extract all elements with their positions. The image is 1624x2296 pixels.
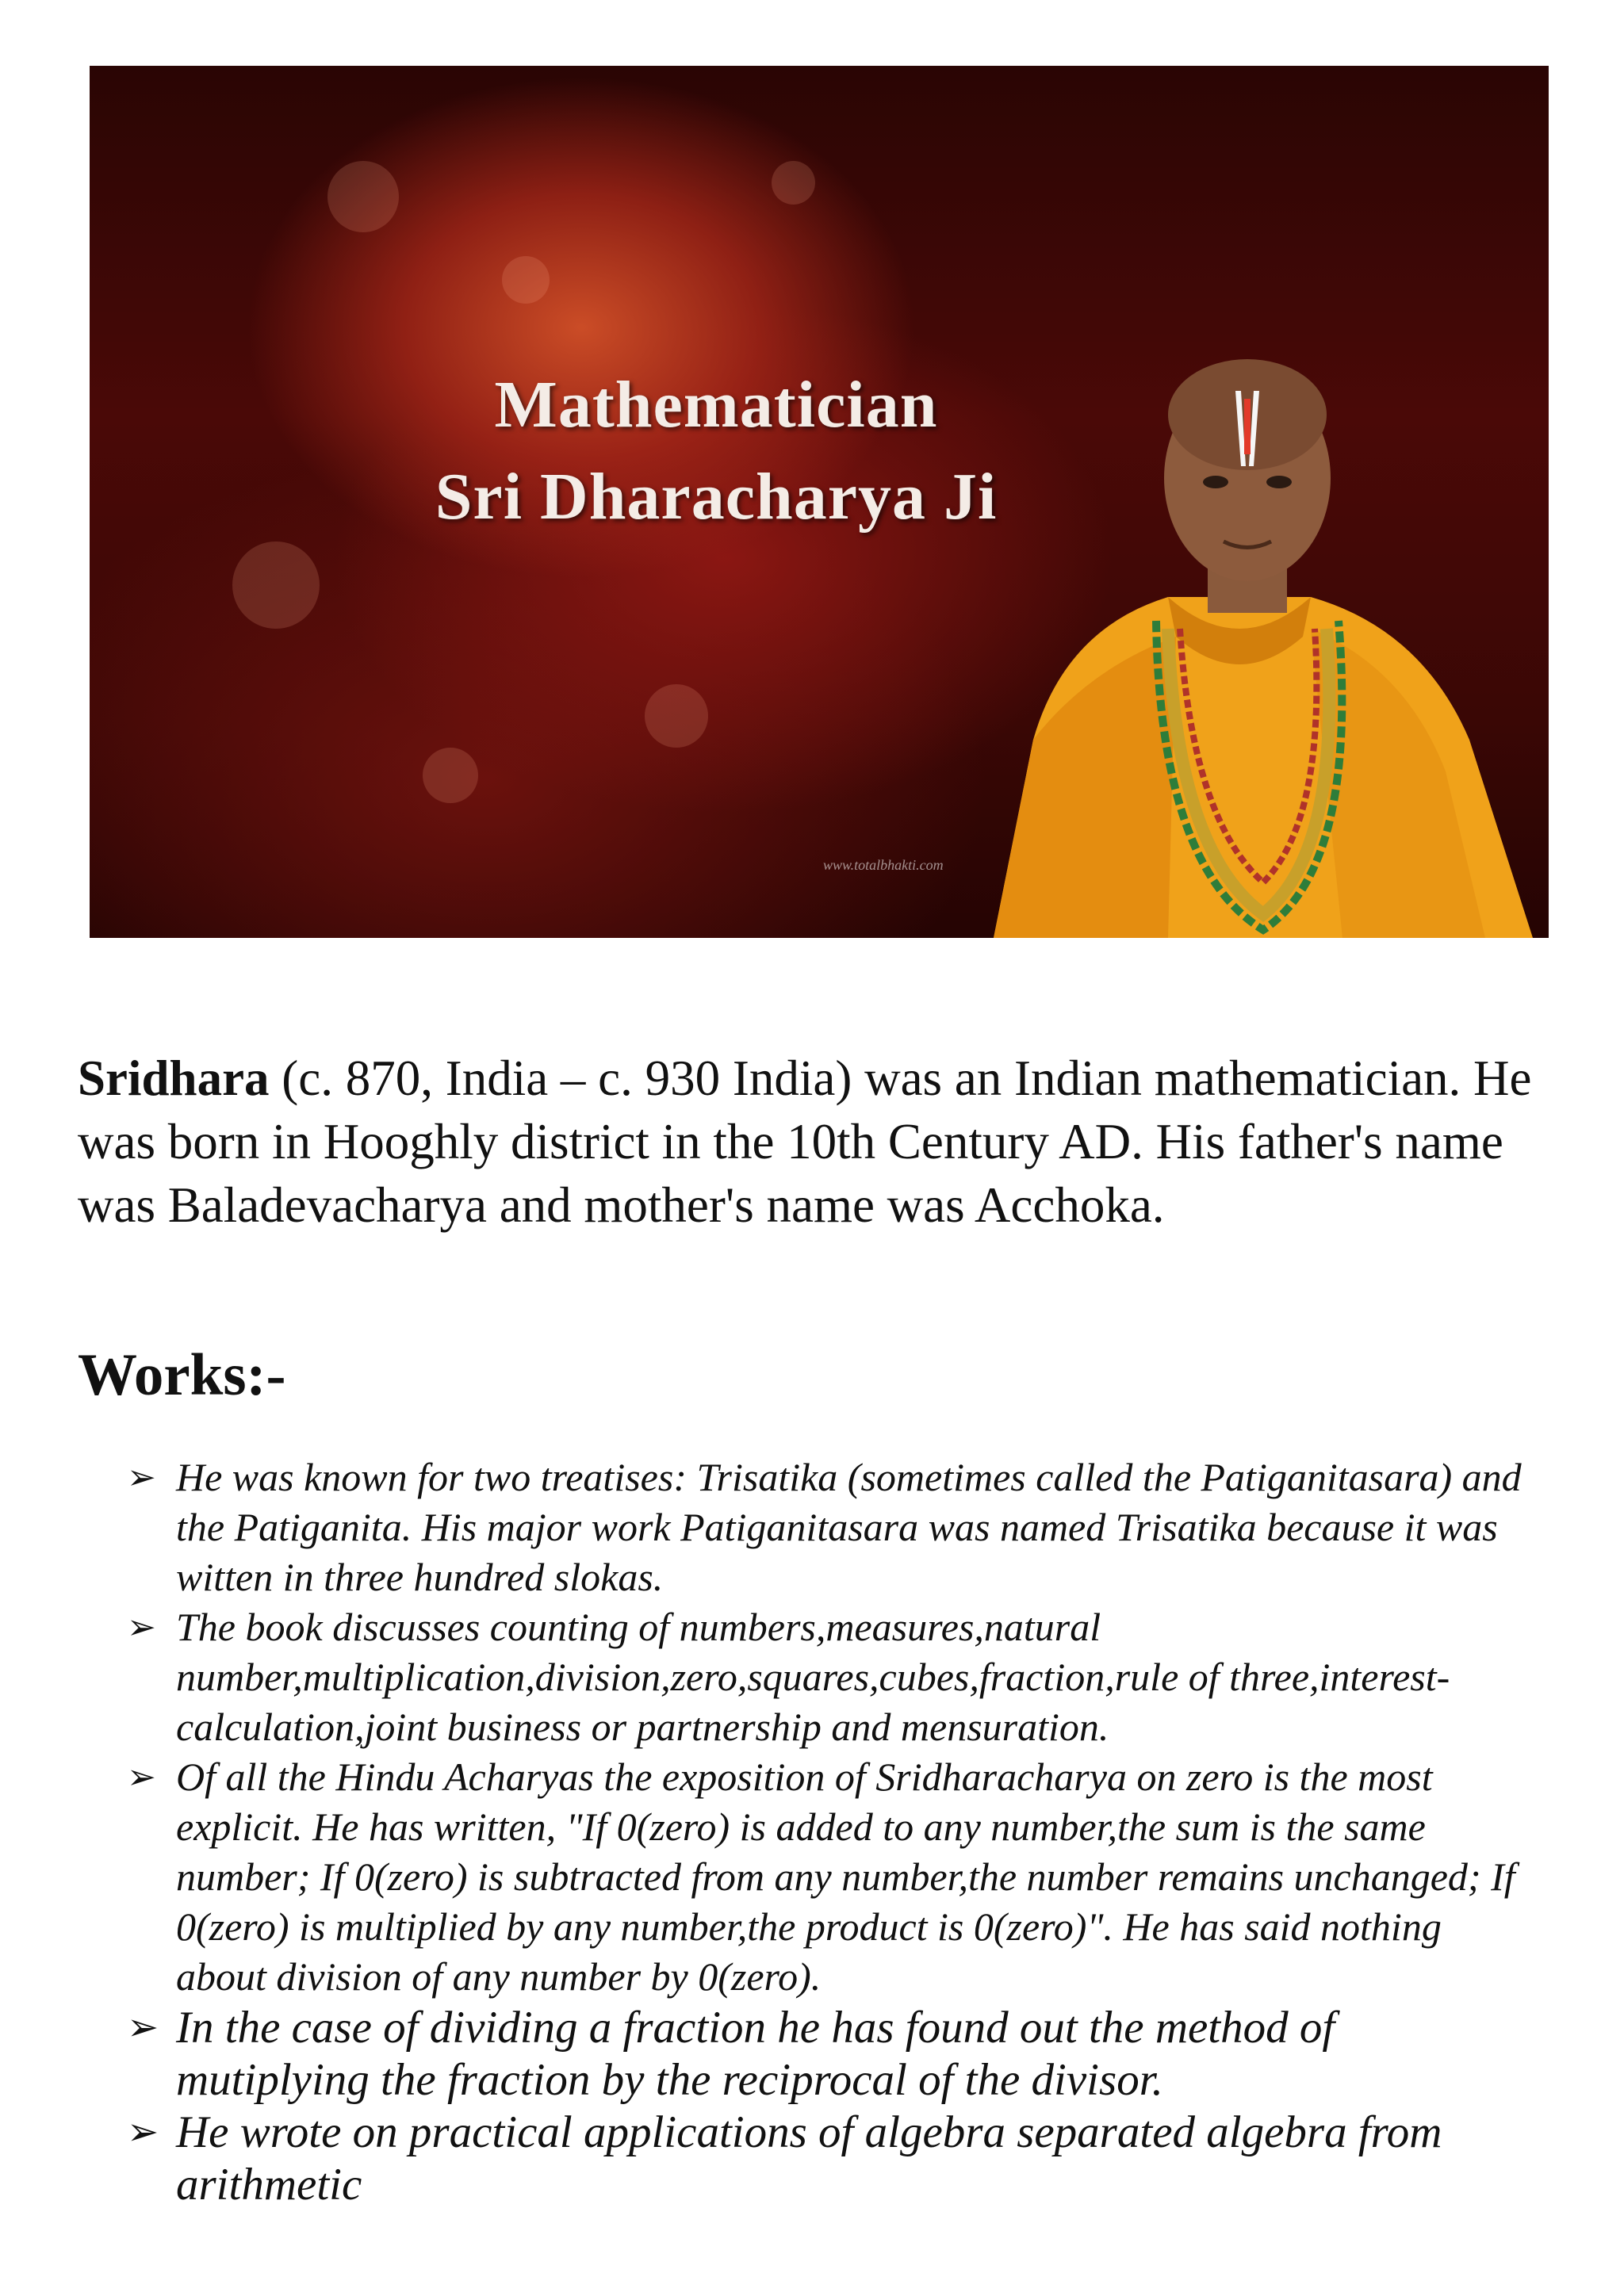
intro-paragraph bbox=[78, 1047, 1553, 1237]
list-item-text: Of all the Hindu Acharyas the exposition of Sridharacharya on zero is the most explicit. He has written, "If 0(zero) is added to any number,the sum is the same number; If 0(zero) is subtracted from any number,the number remains unchanged; If 0(zero) is multiplied by any number,the product is 0(zero)". He has said nothing about division of any number by 0(zero). bbox=[176, 1755, 1515, 1999]
monk-portrait bbox=[930, 296, 1549, 938]
list-item-text: He was known for two treatises: Trisatika (sometimes called the Patiganitasara) and the Patiganita. His major work Patiganitasara was named Trisatika because it was witten in three hundred slokas. bbox=[176, 1455, 1522, 1599]
list-item bbox=[127, 2107, 1522, 2211]
list-item bbox=[127, 1452, 1522, 1602]
works-list bbox=[127, 1452, 1522, 2211]
list-item-text: In the case of dividing a fraction he has found out the method of mutiplying the fraction by the reciprocal of the divisor. bbox=[176, 2003, 1335, 2105]
list-item-text: The book discusses counting of numbers,measures,natural number,multiplication,division,zero,squares,cubes,fraction,rule of three,interest-calculation,joint business or partnership and mensuration. bbox=[176, 1605, 1450, 1749]
list-item bbox=[127, 1602, 1522, 1752]
arrow-bullet-icon: ➢ bbox=[127, 1758, 156, 1797]
subject-name: Sridhara bbox=[78, 1050, 270, 1106]
works-heading: Works:- bbox=[78, 1342, 286, 1408]
list-item-text: He wrote on practical applications of algebra separated algebra from arithmetic bbox=[176, 2107, 1442, 2210]
bokeh-light bbox=[772, 161, 815, 205]
arrow-bullet-icon: ➢ bbox=[127, 1608, 156, 1647]
watermark-text: www.totalbhakti.com bbox=[823, 857, 944, 873]
list-item bbox=[127, 1752, 1522, 2002]
banner-title-line1: Mathematician bbox=[494, 368, 938, 442]
list-item bbox=[127, 2002, 1522, 2107]
banner-image bbox=[90, 66, 1549, 938]
bokeh-light bbox=[645, 684, 708, 748]
bokeh-light bbox=[232, 541, 320, 629]
bokeh-light bbox=[327, 161, 399, 232]
bokeh-light bbox=[502, 256, 550, 304]
bokeh-light bbox=[423, 748, 478, 803]
intro-text: (c. 870, India – c. 930 India) was an Indian mathematician. He was born in Hooghly district in the 10th Century AD. His father's name was Baladevacharya and mother's name was Acchoka. bbox=[78, 1050, 1532, 1233]
arrow-bullet-icon: ➢ bbox=[127, 1458, 156, 1497]
banner-title-line2: Sri Dharacharya Ji bbox=[435, 460, 998, 534]
arrow-bullet-icon: ➢ bbox=[127, 2007, 159, 2049]
arrow-bullet-icon: ➢ bbox=[127, 2111, 159, 2153]
